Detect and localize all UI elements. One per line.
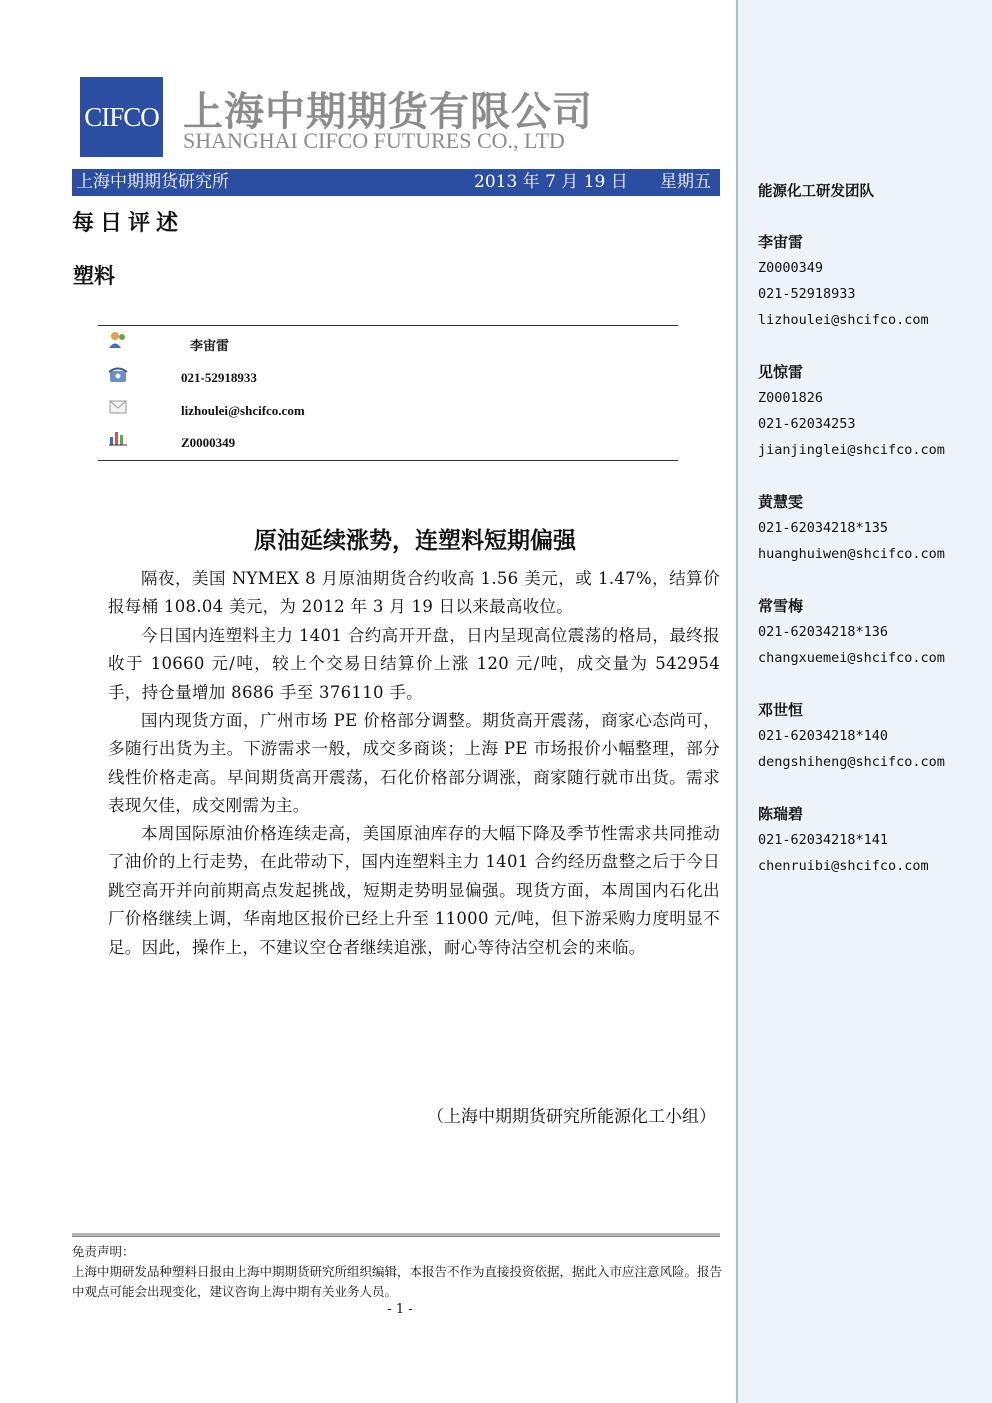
chart-icon: [108, 428, 128, 446]
disclaimer-title: 免责声明：: [72, 1244, 135, 1259]
article-paragraph: 隔夜，美国 NYMEX 8 月原油期货合约收高 1.56 美元，或 1.47%，结算价报每桶 108.04 美元，为 2012 年 3 月 19 日以来最高收位。: [108, 569, 720, 617]
member-name: 李宙雷: [758, 233, 804, 251]
member-phone: 021-62034218*136: [758, 624, 889, 640]
disclaimer: [72, 1242, 722, 1302]
article-signature: （上海中期期货研究所能源化工小组）: [427, 1107, 716, 1127]
member-phone: 021-62034218*140: [758, 728, 889, 744]
team-member: [758, 697, 945, 775]
disclaimer-body: 上海中期研发品种塑料日报由上海中期期货研究所组织编辑，本报告不作为直接投资依据，据此入市应注意风险。报告中观点可能会出现变化，建议咨询上海中期有关业务人员。: [72, 1264, 723, 1299]
member-phone: 021-62034218*135: [758, 520, 889, 536]
footer-divider: [72, 1233, 720, 1237]
company-name-cn: 上海中期期货有限公司: [183, 89, 593, 135]
category-title: 塑料: [73, 263, 115, 288]
member-name: 见惊雷: [758, 363, 804, 381]
member-phone: 021-52918933: [758, 286, 856, 302]
member-email[interactable]: dengshiheng@shcifco.com: [758, 754, 945, 770]
report-date: 2013 年 7 月 19 日: [474, 172, 628, 192]
member-email[interactable]: chenruibi@shcifco.com: [758, 858, 929, 874]
team-member: [758, 359, 945, 463]
team-title: 能源化工研发团队: [758, 184, 874, 200]
contact-phone: 021-52918933: [181, 370, 257, 385]
member-email[interactable]: changxuemei@shcifco.com: [758, 650, 945, 666]
member-license: Z0001826: [758, 390, 824, 406]
member-phone: 021-62034218*141: [758, 832, 889, 848]
article-paragraph: 国内现货方面，广州市场 PE 价格部分调整。期货高开震荡，商家心态尚可，多随行出货为主。下游需求一般，成交多商谈；上海 PE 市场报价小幅整理，部分线性价格走高。早间期货高开震荡，石化价格部分调涨，商家随行就市出货。需求表现欠佳，成交刚需为主。: [108, 711, 720, 816]
contact-license: Z0000349: [181, 435, 236, 450]
article-paragraph: 今日国内连塑料主力 1401 合约高开开盘，日内呈现高位震荡的格局，最终报收于 10660 元/吨，较上个交易日结算价上涨 120 元/吨，成交量为 542954 手，持仓量增加 8686 手至 376110 手。: [108, 626, 720, 702]
page-number: - 1 -: [387, 1302, 413, 1317]
header-banner: [72, 169, 720, 196]
member-license: Z0000349: [758, 260, 824, 276]
member-phone: 021-62034253: [758, 416, 856, 432]
company-name-en: SHANGHAI CIFCO FUTURES CO., LTD: [183, 128, 565, 153]
contact-email[interactable]: lizhoulei@shcifco.com: [181, 403, 305, 418]
member-name: 常雪梅: [758, 597, 804, 615]
doc-type-title: 每日评述: [72, 210, 185, 236]
institute-name: 上海中期期货研究所: [76, 172, 229, 192]
telephone-icon: [108, 366, 128, 384]
contact-box: [98, 325, 678, 461]
member-name: 邓世恒: [758, 701, 804, 719]
article-title: 原油延续涨势，连塑料短期偏强: [254, 528, 576, 554]
company-logo: CIFCO: [80, 77, 163, 157]
member-email[interactable]: huanghuiwen@shcifco.com: [758, 546, 945, 562]
member-email[interactable]: jianjinglei@shcifco.com: [758, 442, 945, 458]
envelope-icon: [108, 398, 128, 416]
report-weekday: 星期五: [660, 172, 711, 192]
person-icon: [108, 331, 128, 349]
member-email[interactable]: lizhoulei@shcifco.com: [758, 312, 929, 328]
member-name: 黄慧雯: [758, 493, 804, 511]
team-member: [758, 489, 945, 567]
member-name: 陈瑞碧: [758, 805, 804, 823]
contact-name: 李宙雷: [190, 338, 230, 353]
team-member: [758, 229, 929, 333]
team-member: [758, 593, 945, 671]
article-paragraph: 本周国际原油价格连续走高，美国原油库存的大幅下降及季节性需求共同推动了油价的上行走势，在此带动下，国内连塑料主力 1401 合约经历盘整之后于今日跳空高开并向前期高点发起挑战，短期走势明显偏强。现货方面，本周国内石化出厂价格继续上调，华南地区报价已经上升至 11000 元/吨，但下游采购力度明显不足。因此，操作上，不建议空仓者继续追涨，耐心等待沽空机会的来临。: [108, 824, 720, 957]
team-member: [758, 801, 929, 879]
